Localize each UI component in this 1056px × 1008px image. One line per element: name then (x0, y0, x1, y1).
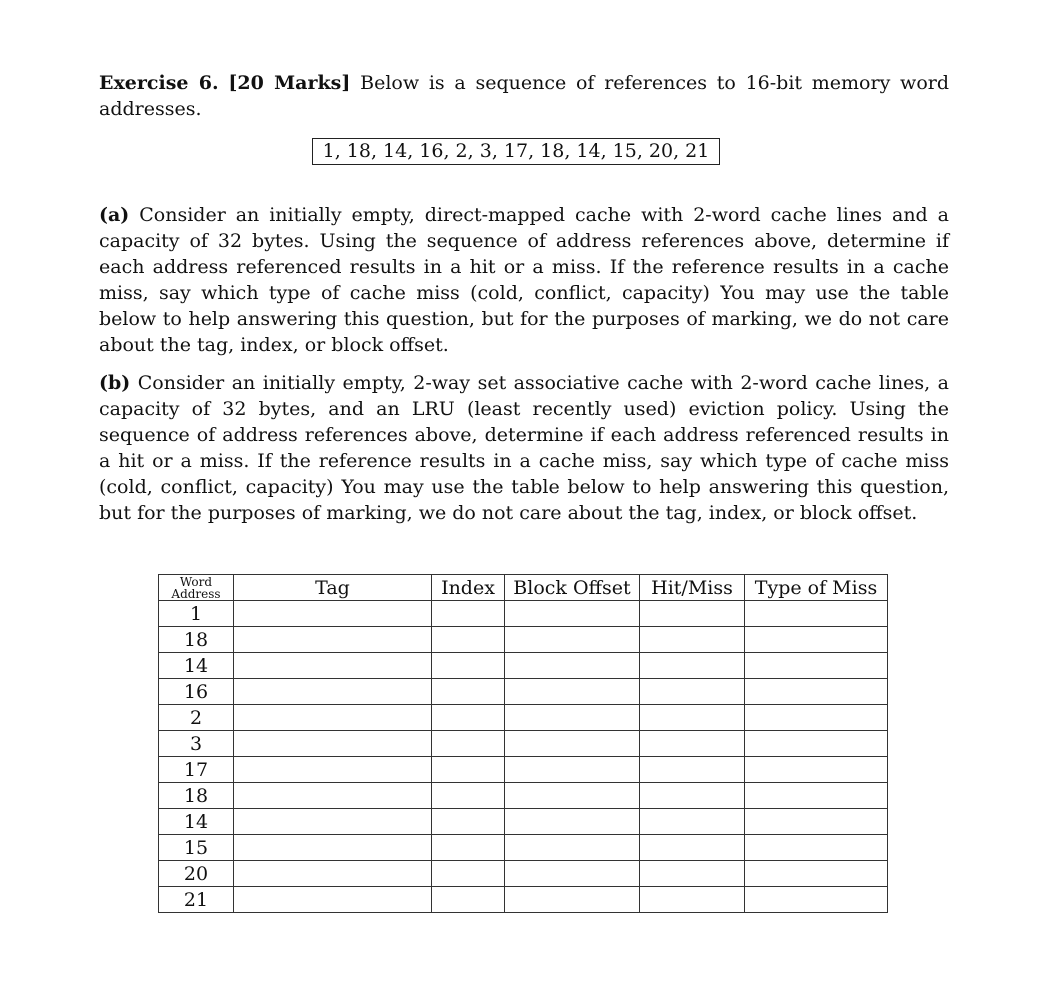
type-of-miss-cell (745, 653, 888, 679)
tag-cell (234, 809, 432, 835)
type-of-miss-cell (745, 601, 888, 627)
part-b-text: Consider an initially empty, 2-way set associative cache with 2-word cache lines, a capacity of 32 bytes, and an LRU (least recently used) eviction policy. Using the sequence of address references above, determine if each address referenced results in a hit or a miss. If the reference results in a cache miss, say which type of cache miss (cold, conflict, capacity) You may use the table below to help answering this question, but for the purposes of marking, we do not care about the tag, index, or block offset. (99, 372, 950, 524)
tag-cell (234, 679, 432, 705)
tag-cell (234, 861, 432, 887)
table-row (159, 757, 888, 783)
block-offset-cell (505, 861, 640, 887)
tag-cell (234, 887, 432, 913)
index-cell (432, 705, 505, 731)
sequence-container (99, 138, 949, 165)
type-of-miss-cell (745, 757, 888, 783)
type-of-miss-cell (745, 783, 888, 809)
word-address-cell: 16 (159, 679, 234, 705)
header-index: Index (432, 575, 505, 601)
part-b-label: (b) (99, 372, 131, 394)
word-address-cell: 20 (159, 861, 234, 887)
hit-miss-cell (640, 627, 745, 653)
exercise-section (99, 70, 949, 526)
block-offset-cell (505, 835, 640, 861)
header-type-of-miss: Type of Miss (745, 575, 888, 601)
type-of-miss-cell (745, 809, 888, 835)
tag-cell (234, 783, 432, 809)
part-a-paragraph (99, 202, 949, 358)
tag-cell (234, 653, 432, 679)
exercise-marks: [20 Marks] (228, 72, 351, 94)
index-cell (432, 601, 505, 627)
type-of-miss-cell (745, 705, 888, 731)
word-address-cell: 18 (159, 783, 234, 809)
word-address-cell: 1 (159, 601, 234, 627)
tag-cell (234, 835, 432, 861)
type-of-miss-cell (745, 679, 888, 705)
index-cell (432, 835, 505, 861)
part-b-paragraph (99, 370, 949, 526)
block-offset-cell (505, 601, 640, 627)
word-address-cell: 17 (159, 757, 234, 783)
hit-miss-cell (640, 653, 745, 679)
type-of-miss-cell (745, 731, 888, 757)
table-header-row (159, 575, 888, 601)
header-block-offset: Block Offset (505, 575, 640, 601)
tag-cell (234, 757, 432, 783)
block-offset-cell (505, 653, 640, 679)
block-offset-cell (505, 627, 640, 653)
exercise-intro (99, 70, 949, 122)
header-word-address-line1: Word (179, 574, 213, 589)
hit-miss-cell (640, 601, 745, 627)
hit-miss-cell (640, 757, 745, 783)
table-row (159, 809, 888, 835)
table-row (159, 783, 888, 809)
block-offset-cell (505, 679, 640, 705)
hit-miss-cell (640, 861, 745, 887)
tag-cell (234, 627, 432, 653)
hit-miss-cell (640, 783, 745, 809)
exercise-intro-text: Below is a sequence of references to 16-bit memory word addresses. (99, 72, 950, 120)
index-cell (432, 627, 505, 653)
part-a-label: (a) (99, 204, 130, 226)
block-offset-cell (505, 887, 640, 913)
block-offset-cell (505, 757, 640, 783)
word-address-cell: 21 (159, 887, 234, 913)
index-cell (432, 679, 505, 705)
block-offset-cell (505, 731, 640, 757)
tag-cell (234, 705, 432, 731)
type-of-miss-cell (745, 835, 888, 861)
header-word-address-line2: Address (171, 586, 221, 601)
hit-miss-cell (640, 731, 745, 757)
table-row (159, 861, 888, 887)
table-row (159, 835, 888, 861)
table-row (159, 887, 888, 913)
word-address-cell: 3 (159, 731, 234, 757)
index-cell (432, 783, 505, 809)
address-sequence-box: 1, 18, 14, 16, 2, 3, 17, 18, 14, 15, 20, 21 (312, 138, 721, 165)
block-offset-cell (505, 705, 640, 731)
word-address-cell: 14 (159, 809, 234, 835)
block-offset-cell (505, 783, 640, 809)
type-of-miss-cell (745, 627, 888, 653)
word-address-cell: 18 (159, 627, 234, 653)
cache-table (158, 574, 888, 913)
word-address-cell: 2 (159, 705, 234, 731)
type-of-miss-cell (745, 887, 888, 913)
index-cell (432, 809, 505, 835)
header-hit-miss: Hit/Miss (640, 575, 745, 601)
word-address-cell: 15 (159, 835, 234, 861)
index-cell (432, 887, 505, 913)
part-a-text: Consider an initially empty, direct-mapped cache with 2-word cache lines and a capacity of 32 bytes. Using the sequence of address references above, determine if each address referenced results in a hit or a miss. If the reference results in a cache miss, say which type of cache miss (cold, conflict, capacity) You may use the table below to help answering this question, but for the purposes of marking, we do not care about the tag, index, or block offset. (99, 204, 949, 356)
table-row (159, 601, 888, 627)
hit-miss-cell (640, 809, 745, 835)
index-cell (432, 757, 505, 783)
index-cell (432, 731, 505, 757)
hit-miss-cell (640, 887, 745, 913)
type-of-miss-cell (745, 861, 888, 887)
table-row (159, 627, 888, 653)
exercise-label: Exercise 6. (99, 72, 219, 94)
index-cell (432, 653, 505, 679)
tag-cell (234, 731, 432, 757)
hit-miss-cell (640, 705, 745, 731)
word-address-cell: 14 (159, 653, 234, 679)
header-tag: Tag (234, 575, 432, 601)
table-row (159, 731, 888, 757)
index-cell (432, 861, 505, 887)
tag-cell (234, 601, 432, 627)
block-offset-cell (505, 809, 640, 835)
hit-miss-cell (640, 835, 745, 861)
hit-miss-cell (640, 679, 745, 705)
header-word-address (159, 575, 234, 601)
table-row (159, 653, 888, 679)
table-row (159, 705, 888, 731)
table-row (159, 679, 888, 705)
